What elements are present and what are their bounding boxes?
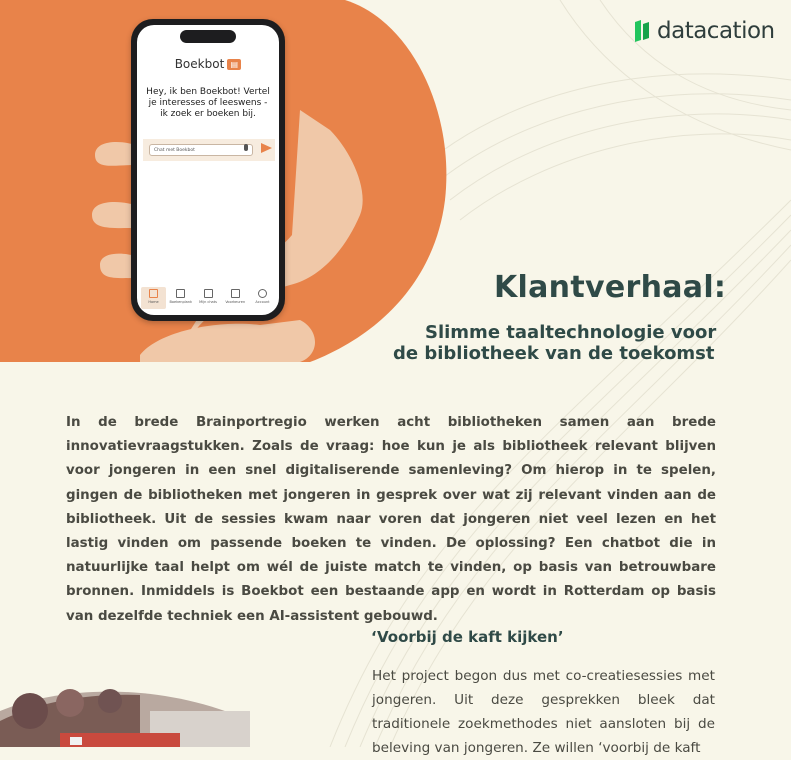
datacation-logo-icon <box>633 19 651 43</box>
phone-screen <box>137 25 279 315</box>
app-tab-bar <box>141 287 275 309</box>
section-body: Het project begon dus met co-creatiesessies met jongeren. Uit deze gesprekken bleek dat traditionele zoekmethodes niet aansloten bij de beleving van jongeren. Ze willen ‘voorbij de kaft <box>372 668 715 756</box>
microphone-icon[interactable] <box>244 144 248 151</box>
subtitle-line-2: de bibliotheek van de toekomst <box>393 343 715 364</box>
book-icon: ▤ <box>227 59 241 70</box>
tab-bookshelf[interactable]: Boekenplank <box>168 287 193 309</box>
tab-preferences[interactable]: Voorkeuren <box>223 287 248 309</box>
send-icon[interactable] <box>261 143 272 153</box>
chat-input[interactable]: Chat met Boekbot <box>149 144 253 156</box>
app-name: Boekbot <box>174 57 225 71</box>
chat-greeting: Hey, ik ben Boekbot! Vertel je interesses of leeswens - ik zoek er boeken bij. <box>146 87 270 119</box>
phone-notch <box>180 30 236 43</box>
phone-mockup <box>131 19 285 321</box>
home-icon <box>149 289 158 298</box>
bookshelf-icon <box>176 289 185 298</box>
brand-logo <box>633 18 775 44</box>
tab-my-chats[interactable]: Mijn chats <box>196 287 221 309</box>
page-title: Klantverhaal: <box>494 270 727 305</box>
chat-bar <box>143 139 275 161</box>
chat-icon <box>204 289 213 298</box>
building-photo <box>0 681 250 747</box>
user-icon <box>258 289 267 298</box>
tab-account[interactable]: Account <box>250 287 275 309</box>
tab-home[interactable]: Home <box>141 287 166 309</box>
subtitle-line-1: Slimme taaltechnologie voor <box>425 322 717 343</box>
section-title: ‘Voorbij de kaft kijken’ <box>371 628 564 646</box>
app-title <box>137 57 279 71</box>
brand-name: datacation <box>657 18 775 44</box>
intro-paragraph: In de brede Brainportregio werken acht bibliotheken samen aan brede innovatievraagstukken. Zoals de vraag: hoe kun je als bibliotheek relevant blijven voor jongeren in een snel digitaliserende samenleving? Om hierop in te spelen, gingen de bibliotheken met jongeren in gesprek over wat zij relevant vinden aan de bibliotheek. Uit de sessies kwam naar voren dat jongeren niet veel lezen en het lastig vinden om passende boeken te vinden. De oplossing? Een chatbot die in natuurlijke taal helpt om wél de juiste match te vinden, op basis van betrouwbare bronnen. Inmiddels is Boekbot een bestaande app en wordt in Rotterdam op basis van dezelfde techniek een AI-assistent gebouwd. <box>66 415 716 624</box>
toggle-icon <box>231 289 240 298</box>
